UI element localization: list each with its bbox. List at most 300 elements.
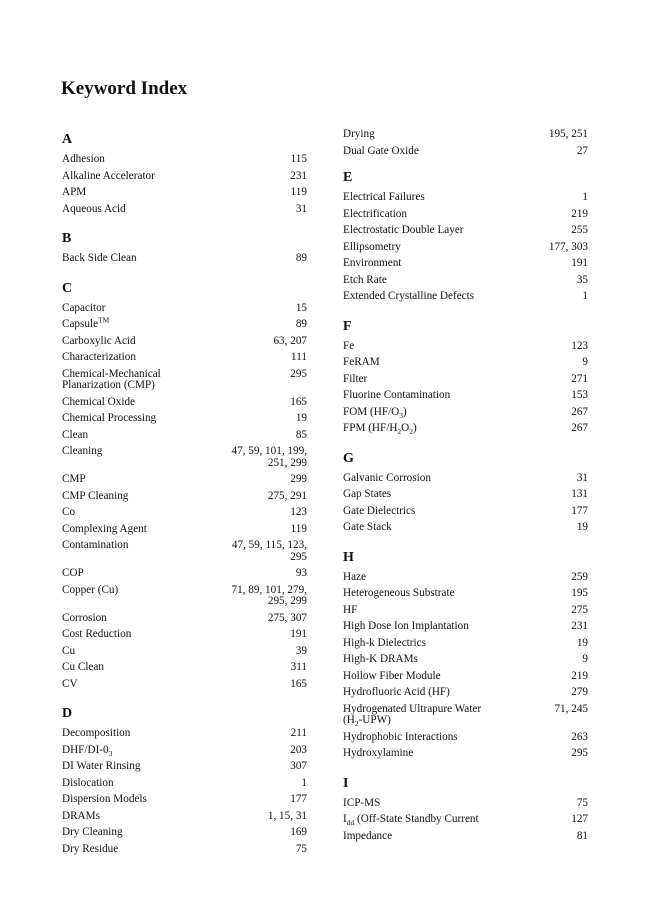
term-text: Chemical-Mechanical Planarization (CMP) bbox=[62, 367, 161, 391]
term-text-suffix: -UPW) bbox=[358, 714, 391, 726]
index-entry bbox=[62, 204, 307, 216]
index-entry bbox=[62, 811, 307, 823]
index-entry bbox=[343, 798, 588, 810]
page-numbers: 89 bbox=[295, 252, 307, 264]
index-entry bbox=[343, 258, 588, 270]
index-entry bbox=[62, 369, 307, 392]
term-text: Contamination bbox=[62, 539, 129, 551]
term-subscript: dd bbox=[346, 818, 355, 828]
index-term bbox=[62, 315, 110, 331]
term-text: Dual Gate Oxide bbox=[343, 144, 419, 157]
page-numbers: 15 bbox=[295, 301, 307, 314]
section-letter: I bbox=[343, 775, 349, 791]
page-numbers: 9 bbox=[582, 653, 588, 665]
index-entry bbox=[343, 423, 588, 435]
index-entry bbox=[343, 390, 588, 402]
term-text: Copper (Cu) bbox=[62, 583, 119, 596]
index-entry bbox=[343, 572, 588, 584]
index-entry bbox=[343, 732, 588, 744]
index-entry bbox=[343, 473, 588, 485]
page-numbers: 115 bbox=[290, 153, 307, 165]
section-letter: G bbox=[343, 450, 354, 466]
term-text: HF bbox=[343, 603, 358, 616]
term-text: Environment bbox=[343, 257, 402, 269]
page-title: Keyword Index bbox=[61, 78, 188, 99]
term-text: Hydrofluoric Acid (HF) bbox=[343, 686, 450, 698]
index-entry bbox=[343, 588, 588, 600]
term-text: CMP Cleaning bbox=[62, 489, 129, 502]
index-entry bbox=[343, 209, 588, 221]
index-entry bbox=[343, 225, 588, 237]
index-section bbox=[343, 319, 588, 435]
term-text: APM bbox=[62, 186, 87, 198]
index-entry bbox=[62, 315, 307, 331]
term-text: CMP bbox=[62, 473, 86, 485]
index-entry bbox=[343, 192, 588, 204]
index-entry bbox=[62, 745, 307, 757]
term-text: Gate Dielectrics bbox=[343, 504, 416, 517]
index-section bbox=[343, 451, 588, 534]
term-text: Electrostatic Double Layer bbox=[343, 224, 464, 236]
section-letter: A bbox=[62, 132, 73, 147]
term-text: Carboxylic Acid bbox=[62, 334, 136, 347]
term-text: DRAMs bbox=[62, 809, 100, 822]
index-section bbox=[343, 170, 588, 303]
page-numbers: 153 bbox=[571, 389, 588, 401]
page-numbers: 19 bbox=[295, 412, 307, 424]
index-term bbox=[343, 748, 413, 760]
index-entry bbox=[62, 761, 307, 773]
term-text: Alkaline Accelerator bbox=[62, 169, 155, 182]
index-entry bbox=[343, 275, 588, 287]
term-text: Electrical Failures bbox=[343, 191, 425, 203]
section-letter: B bbox=[62, 231, 72, 246]
index-term bbox=[343, 704, 503, 727]
index-entry bbox=[62, 794, 307, 806]
term-text: CV bbox=[62, 677, 78, 690]
index-term bbox=[343, 291, 474, 303]
index-term bbox=[62, 154, 105, 166]
index-term bbox=[62, 811, 100, 823]
index-entry bbox=[62, 568, 307, 580]
page-numbers: 27 bbox=[576, 144, 588, 157]
index-entry bbox=[343, 374, 588, 386]
index-term bbox=[62, 540, 129, 552]
index-term bbox=[62, 253, 137, 265]
index-term bbox=[343, 732, 458, 744]
index-term bbox=[343, 814, 479, 826]
page-numbers: 119 bbox=[290, 186, 307, 198]
page-numbers: 71, 89, 101, 279, 295, 299 bbox=[231, 583, 307, 607]
index-term bbox=[343, 129, 375, 141]
index-entry bbox=[62, 253, 307, 265]
page-numbers: 267 bbox=[571, 422, 588, 434]
index-entry bbox=[62, 187, 307, 199]
index-entry bbox=[62, 679, 307, 691]
page-numbers: 267 bbox=[571, 405, 588, 418]
section-letter: E bbox=[343, 170, 353, 185]
index-term bbox=[343, 671, 441, 683]
index-term bbox=[343, 357, 380, 369]
index-term bbox=[343, 522, 392, 534]
index-term bbox=[343, 374, 367, 386]
index-term bbox=[62, 568, 84, 580]
index-term bbox=[343, 407, 407, 419]
index-term bbox=[343, 621, 469, 633]
page-numbers: 19 bbox=[576, 521, 588, 533]
page-numbers: 47, 59, 115, 123, 295 bbox=[231, 539, 307, 563]
page-numbers: 177 bbox=[290, 793, 307, 805]
term-text: Dislocation bbox=[62, 776, 114, 789]
index-term bbox=[343, 390, 450, 402]
page-numbers: 307 bbox=[290, 760, 307, 772]
term-text: Cu Clean bbox=[62, 661, 104, 673]
term-text: Hydroxylamine bbox=[343, 747, 414, 759]
page-numbers: 123 bbox=[571, 339, 588, 352]
term-text: Chemical Processing bbox=[62, 412, 157, 424]
term-text: Heterogeneous Substrate bbox=[343, 587, 455, 599]
index-term bbox=[62, 585, 118, 597]
term-text: DHF/DI-0 bbox=[62, 743, 109, 756]
term-text: Capsule bbox=[62, 318, 99, 330]
index-entry bbox=[62, 540, 307, 563]
term-subscript: 2 bbox=[354, 719, 359, 729]
page-numbers: 75 bbox=[295, 842, 307, 855]
index-section bbox=[62, 706, 307, 855]
page-numbers: 165 bbox=[290, 395, 307, 408]
page-numbers: 211 bbox=[290, 727, 307, 739]
page-numbers: 35 bbox=[576, 273, 588, 286]
page-numbers: 1 bbox=[582, 191, 588, 203]
term-text: Hydrophobic Interactions bbox=[343, 730, 458, 743]
term-text: Cleaning bbox=[62, 445, 103, 457]
term-text: FPM (HF/H bbox=[343, 422, 398, 434]
index-section bbox=[62, 231, 307, 265]
index-term bbox=[62, 397, 135, 409]
index-entry bbox=[343, 146, 588, 158]
index-term bbox=[62, 507, 75, 519]
page-numbers: 131 bbox=[571, 488, 588, 500]
term-text-middle: O bbox=[401, 422, 410, 434]
index-term bbox=[62, 491, 128, 503]
index-term bbox=[343, 423, 417, 435]
page-numbers: 295 bbox=[290, 367, 307, 380]
term-text: Back Side Clean bbox=[62, 252, 137, 264]
term-text: Galvanic Corrosion bbox=[343, 471, 431, 484]
page-numbers: 311 bbox=[290, 661, 307, 673]
page-numbers: 71, 245 bbox=[554, 702, 588, 715]
index-term bbox=[62, 794, 147, 806]
index-term bbox=[62, 413, 156, 425]
term-text: ICP-MS bbox=[343, 796, 381, 809]
index-term bbox=[62, 844, 118, 856]
index-entry bbox=[62, 778, 307, 790]
term-text: High-K DRAMs bbox=[343, 653, 418, 665]
index-entry bbox=[62, 430, 307, 442]
index-term bbox=[62, 171, 155, 183]
index-entry bbox=[343, 621, 588, 633]
page-numbers: 203 bbox=[290, 743, 307, 756]
term-text: Capacitor bbox=[62, 301, 106, 314]
index-term bbox=[62, 352, 136, 364]
page-numbers: 263 bbox=[571, 730, 588, 743]
index-term bbox=[62, 474, 86, 486]
term-text: Corrosion bbox=[62, 611, 107, 624]
term-text: FeRAM bbox=[343, 356, 380, 368]
index-entry bbox=[62, 171, 307, 183]
index-term bbox=[343, 638, 426, 650]
page-numbers: 259 bbox=[571, 570, 588, 583]
index-entry bbox=[62, 352, 307, 364]
index-term bbox=[62, 778, 114, 790]
section-letter: D bbox=[62, 706, 73, 721]
index-entry bbox=[62, 646, 307, 658]
term-text: High-k Dielectrics bbox=[343, 636, 426, 649]
index-entry bbox=[343, 654, 588, 666]
index-entry bbox=[62, 629, 307, 641]
page-numbers: 191 bbox=[290, 628, 307, 640]
index-entry bbox=[62, 844, 307, 856]
term-text: Decomposition bbox=[62, 727, 131, 739]
term-text: Complexing Agent bbox=[62, 522, 147, 535]
term-text: Dry Residue bbox=[62, 842, 119, 855]
page-numbers: 119 bbox=[290, 522, 307, 535]
index-section bbox=[343, 776, 588, 843]
index-entry bbox=[62, 336, 307, 348]
page-numbers: 275, 291 bbox=[267, 489, 307, 502]
index-term bbox=[62, 524, 147, 536]
index-column-left bbox=[62, 130, 307, 871]
page-numbers: 63, 207 bbox=[273, 334, 307, 347]
index-entry bbox=[343, 671, 588, 683]
index-term bbox=[343, 588, 455, 600]
index-term bbox=[343, 192, 425, 204]
index-entry bbox=[62, 303, 307, 315]
page-numbers: 255 bbox=[571, 224, 588, 236]
term-text: Dispersion Models bbox=[62, 793, 147, 805]
term-text: Cost Reduction bbox=[62, 628, 132, 640]
index-term bbox=[62, 629, 131, 641]
term-text: Adhesion bbox=[62, 153, 105, 165]
index-term bbox=[343, 605, 357, 617]
index-section bbox=[343, 550, 588, 760]
term-text: High Dose Ion Implantation bbox=[343, 620, 469, 632]
term-text: Gap States bbox=[343, 488, 392, 500]
index-term bbox=[343, 654, 418, 666]
page-numbers: 275 bbox=[571, 603, 588, 616]
index-term bbox=[343, 506, 415, 518]
term-text: Extended Crystalline Defects bbox=[343, 290, 475, 302]
section-letter: F bbox=[343, 318, 352, 334]
index-term bbox=[343, 225, 464, 237]
index-section bbox=[62, 281, 307, 691]
index-entry bbox=[62, 524, 307, 536]
index-entry bbox=[343, 506, 588, 518]
page-numbers: 295 bbox=[571, 747, 588, 759]
term-text: Filter bbox=[343, 372, 368, 385]
index-entry bbox=[62, 827, 307, 839]
term-subscript: 3 bbox=[108, 748, 113, 758]
index-entry bbox=[343, 357, 588, 369]
term-superscript: TM bbox=[98, 315, 110, 325]
term-text: COP bbox=[62, 567, 84, 579]
term-text: Chemical Oxide bbox=[62, 395, 136, 408]
index-entry bbox=[343, 242, 588, 254]
page-numbers: 169 bbox=[290, 826, 307, 838]
term-text: Haze bbox=[343, 570, 366, 583]
term-text: Gate Stack bbox=[343, 521, 392, 533]
term-text: Etch Rate bbox=[343, 273, 387, 286]
page-numbers: 279 bbox=[571, 686, 588, 698]
section-letter: H bbox=[343, 549, 354, 565]
index-term bbox=[343, 831, 392, 843]
index-entry bbox=[62, 585, 307, 608]
term-text-suffix: ) bbox=[413, 422, 417, 434]
page-numbers: 123 bbox=[290, 506, 307, 518]
page-numbers: 85 bbox=[295, 428, 307, 441]
index-term bbox=[343, 242, 401, 254]
index-term bbox=[62, 761, 140, 773]
index-entry bbox=[343, 341, 588, 353]
term-text: Cu bbox=[62, 644, 76, 657]
term-text-suffix: (Off-State Standby Current bbox=[354, 813, 479, 825]
page-numbers: 31 bbox=[295, 202, 307, 215]
term-text: DI Water Rinsing bbox=[62, 760, 141, 772]
page-numbers: 231 bbox=[290, 169, 307, 182]
index-entry bbox=[343, 687, 588, 699]
index-term bbox=[62, 446, 102, 458]
index-entry bbox=[343, 129, 588, 141]
term-text: Drying bbox=[343, 128, 375, 140]
term-text: Characterization bbox=[62, 351, 136, 363]
index-entry bbox=[62, 662, 307, 674]
index-term bbox=[343, 258, 401, 270]
term-text: Clean bbox=[62, 428, 89, 441]
index-term bbox=[343, 341, 354, 353]
page-numbers: 1 bbox=[582, 290, 588, 302]
term-subscript: 2 bbox=[409, 427, 413, 437]
term-text: Hollow Fiber Module bbox=[343, 669, 441, 682]
index-term bbox=[343, 146, 419, 158]
index-entry bbox=[62, 728, 307, 740]
index-entry bbox=[343, 291, 588, 303]
index-term bbox=[62, 662, 104, 674]
index-term bbox=[343, 798, 380, 810]
term-text: Co bbox=[62, 506, 76, 518]
index-term bbox=[62, 430, 88, 442]
index-entry bbox=[343, 814, 588, 826]
term-text: Hydrogenated Ultrapure Water (H bbox=[343, 702, 482, 726]
term-text: Aqueous Acid bbox=[62, 202, 126, 215]
index-entry bbox=[62, 613, 307, 625]
page-numbers: 1 bbox=[301, 776, 307, 789]
page-numbers: 177, 303 bbox=[548, 240, 588, 253]
index-term bbox=[62, 303, 106, 315]
index-term bbox=[62, 336, 136, 348]
index-term bbox=[62, 369, 222, 392]
index-term bbox=[62, 204, 126, 216]
page-numbers: 19 bbox=[576, 636, 588, 649]
index-term bbox=[343, 489, 391, 501]
term-text: Dry Cleaning bbox=[62, 826, 123, 838]
page-numbers: 89 bbox=[295, 318, 307, 330]
index-entry bbox=[62, 474, 307, 486]
index-entry bbox=[343, 704, 588, 727]
page-numbers: 219 bbox=[571, 207, 588, 220]
term-text-suffix: ) bbox=[403, 405, 407, 418]
index-entry bbox=[62, 507, 307, 519]
term-text: Fluorine Contamination bbox=[343, 389, 451, 401]
term-text: Fe bbox=[343, 339, 355, 352]
term-text: FOM (HF/O bbox=[343, 405, 400, 418]
index-term bbox=[343, 572, 366, 584]
index-entry bbox=[343, 831, 588, 843]
page-numbers: 275, 307 bbox=[267, 611, 307, 624]
page-numbers: 231 bbox=[571, 620, 588, 632]
page-numbers: 111 bbox=[291, 351, 307, 363]
index-section bbox=[343, 129, 588, 157]
page-numbers: 271 bbox=[571, 372, 588, 385]
index-term bbox=[343, 473, 431, 485]
index-entry bbox=[343, 638, 588, 650]
index-entry bbox=[62, 154, 307, 166]
page-numbers: 1, 15, 31 bbox=[267, 809, 307, 822]
page-numbers: 165 bbox=[290, 677, 307, 690]
page-numbers: 195, 251 bbox=[548, 128, 588, 140]
page-numbers: 47, 59, 101, 199, 251, 299 bbox=[231, 445, 307, 469]
page-numbers: 299 bbox=[290, 473, 307, 485]
page-numbers: 127 bbox=[571, 813, 588, 825]
index-term bbox=[62, 646, 75, 658]
index-entry bbox=[62, 397, 307, 409]
term-subscript: 2 bbox=[397, 427, 402, 437]
index-term bbox=[62, 728, 130, 740]
index-term bbox=[62, 827, 123, 839]
index-entry bbox=[62, 491, 307, 503]
index-section bbox=[62, 132, 307, 215]
page-numbers: 81 bbox=[576, 829, 588, 842]
page-numbers: 93 bbox=[295, 567, 307, 579]
index-term bbox=[62, 745, 112, 757]
page-numbers: 75 bbox=[576, 796, 588, 809]
index-term bbox=[62, 187, 86, 199]
term-text: Electrification bbox=[343, 207, 407, 220]
page-numbers: 39 bbox=[295, 644, 307, 657]
index-column-right bbox=[343, 129, 588, 858]
page-numbers: 191 bbox=[571, 257, 588, 269]
term-text: I bbox=[343, 813, 347, 825]
page-numbers: 219 bbox=[571, 669, 588, 682]
term-text: Impedance bbox=[343, 829, 393, 842]
index-entry bbox=[343, 489, 588, 501]
page-numbers: 31 bbox=[576, 471, 588, 484]
index-entry bbox=[343, 407, 588, 419]
page-numbers: 195 bbox=[571, 587, 588, 599]
index-entry bbox=[62, 446, 307, 469]
index-entry bbox=[343, 522, 588, 534]
term-subscript: 3 bbox=[399, 410, 404, 420]
page-numbers: 9 bbox=[582, 356, 588, 368]
index-term bbox=[62, 613, 107, 625]
page-numbers: 177 bbox=[571, 504, 588, 517]
index-term bbox=[343, 687, 450, 699]
term-text: Ellipsometry bbox=[343, 240, 401, 253]
index-term bbox=[62, 679, 78, 691]
index-term bbox=[343, 209, 407, 221]
index-entry bbox=[343, 748, 588, 760]
index-entry bbox=[62, 413, 307, 425]
index-entry bbox=[343, 605, 588, 617]
